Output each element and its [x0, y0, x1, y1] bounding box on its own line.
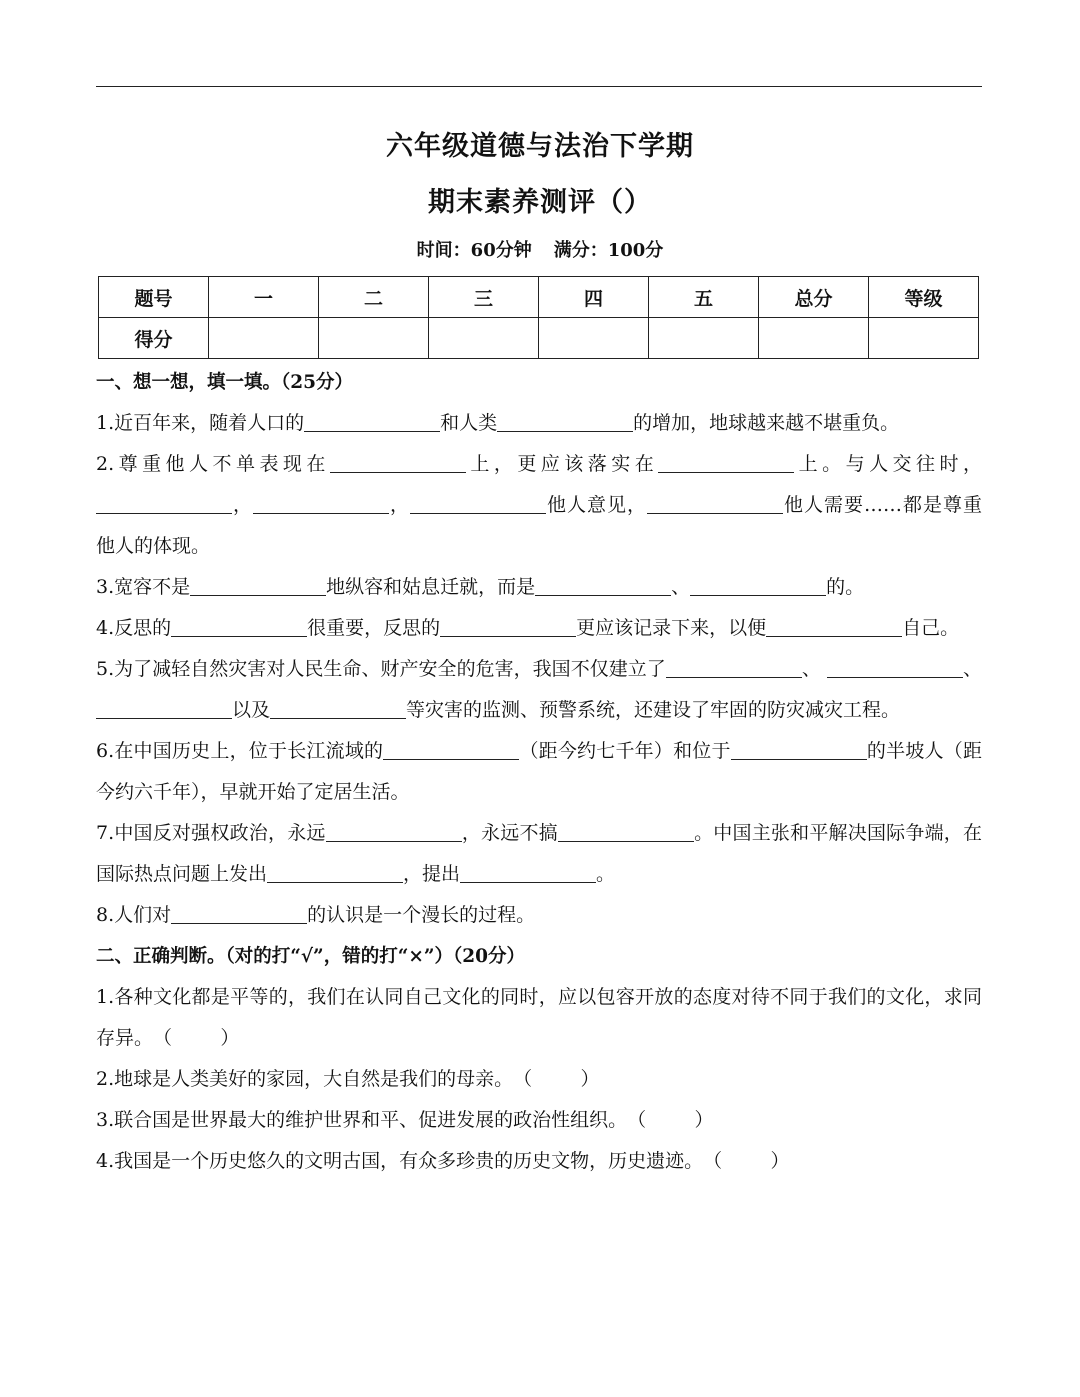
answer-blank[interactable]	[497, 412, 633, 432]
header-cell: 二	[319, 277, 429, 318]
question-1-6	[96, 731, 982, 813]
question-text: 、	[671, 576, 691, 598]
exam-title: 六年级道德与法治下学期	[386, 131, 694, 162]
question-text: 7.中国反对强权政治，永远	[96, 822, 326, 844]
answer-blank[interactable]	[666, 658, 802, 678]
time-limit: 时间：60分钟	[416, 240, 532, 261]
score-cell[interactable]	[869, 318, 979, 359]
question-text: 2.尊重他人不单表现在	[96, 453, 330, 475]
question-text: 3.联合国是世界最大的维护世界和平、促进发展的政治性组织。	[96, 1109, 628, 1131]
score-cell[interactable]	[759, 318, 869, 359]
answer-blank[interactable]	[330, 453, 466, 473]
answer-blank[interactable]	[658, 453, 794, 473]
answer-blank[interactable]	[304, 412, 440, 432]
answer-blank[interactable]	[326, 822, 462, 842]
answer-blank[interactable]	[440, 617, 576, 637]
header-cell: 一	[209, 277, 319, 318]
question-text: ，提出	[403, 863, 461, 885]
question-text: 和人类	[440, 412, 498, 434]
answer-blank[interactable]	[690, 576, 826, 596]
question-1-4	[96, 608, 982, 649]
answer-blank[interactable]	[171, 617, 307, 637]
question-text: 等灾害的监测、预警系统，还建设了牢固的防灾减灾工程。	[406, 699, 901, 721]
header-cell: 五	[649, 277, 759, 318]
question-text: 5.为了减轻自然灾害对人民生命、财产安全的危害，我国不仅建立了	[96, 658, 666, 680]
question-text: 的增加，地球越来越不堪重负。	[633, 412, 900, 434]
score-table-header-row	[99, 277, 979, 318]
top-rule	[96, 86, 982, 87]
answer-parentheses[interactable]: （ ）	[153, 1027, 240, 1049]
answer-blank[interactable]	[171, 904, 307, 924]
answer-blank[interactable]	[267, 863, 403, 883]
answer-parentheses[interactable]: （ ）	[513, 1068, 600, 1090]
question-text: 。	[596, 863, 616, 885]
answer-blank[interactable]	[558, 822, 694, 842]
answer-blank[interactable]	[410, 494, 546, 514]
question-1-1	[96, 403, 982, 444]
question-text: 很重要，反思的	[307, 617, 441, 639]
judgment-item-2	[96, 1059, 982, 1100]
question-text: （距今约七千年）和位于	[519, 740, 731, 762]
question-text: 2.地球是人类美好的家园，大自然是我们的母亲。	[96, 1068, 514, 1090]
section1-heading: 一、想一想，填一填。（25分）	[96, 372, 353, 393]
question-text: 他人意见，	[546, 494, 647, 516]
question-text: 自己。	[902, 617, 960, 639]
question-text: 4.反思的	[96, 617, 172, 639]
judgment-item-4	[96, 1141, 982, 1182]
answer-parentheses[interactable]: （ ）	[627, 1109, 714, 1131]
score-table-score-row	[99, 318, 979, 359]
exam-meta	[0, 236, 1080, 262]
answer-blank[interactable]	[535, 576, 671, 596]
header-cell: 总分	[759, 277, 869, 318]
judgment-item-1	[96, 977, 982, 1059]
question-1-8	[96, 895, 982, 936]
judgment-item-3	[96, 1100, 982, 1141]
question-text: 4.我国是一个历史悠久的文明古国，有众多珍贵的历史文物，历史遗迹。	[96, 1150, 704, 1172]
full-score: 满分：100分	[553, 240, 664, 261]
header-cell: 等级	[869, 277, 979, 318]
score-table	[98, 276, 979, 359]
question-1-3	[96, 567, 982, 608]
answer-blank[interactable]	[460, 863, 596, 883]
answer-blank[interactable]	[766, 617, 902, 637]
question-text: 的。	[826, 576, 865, 598]
question-text: ，永远不搞	[461, 822, 558, 844]
score-cell[interactable]	[429, 318, 539, 359]
question-text: 1.各种文化都是平等的，我们在认同自己文化的同时，应以包容开放的态度对待不同于我们的文化，求同存异。	[96, 986, 982, 1049]
question-text: 6.在中国历史上，位于长江流域的	[96, 740, 384, 762]
question-text: 更应该记录下来，以便	[576, 617, 767, 639]
question-text: 1.近百年来，随着人口的	[96, 412, 305, 434]
answer-blank[interactable]	[270, 699, 406, 719]
answer-blank[interactable]	[827, 658, 963, 678]
question-1-7	[96, 813, 982, 895]
question-text: 、	[801, 658, 821, 680]
answer-blank[interactable]	[383, 740, 519, 760]
question-text: 以及	[232, 699, 271, 721]
header-cell: 四	[539, 277, 649, 318]
question-text: 的半坡人（距今约六千年），早就开始了定居生活。	[96, 740, 982, 803]
answer-blank[interactable]	[96, 494, 232, 514]
question-text: 3.宽容不是	[96, 576, 191, 598]
exam-subtitle: 期末素养测评（）	[428, 187, 652, 218]
question-text: 、	[962, 658, 982, 680]
score-cell[interactable]	[539, 318, 649, 359]
section2-heading: 二、正确判断。（对的打“√”，错的打“×”）（20分）	[96, 946, 525, 967]
question-text: 他人需要……都是尊重他人的体现。	[96, 494, 982, 557]
question-text: 的认识是一个漫长的过程。	[307, 904, 536, 926]
answer-blank[interactable]	[96, 699, 232, 719]
question-1-5	[96, 649, 982, 731]
question-text: 上。与人交往时，	[794, 453, 982, 475]
answer-blank[interactable]	[731, 740, 867, 760]
score-cell[interactable]	[209, 318, 319, 359]
answer-blank[interactable]	[647, 494, 783, 514]
question-text: 上，更应该落实在	[465, 453, 659, 475]
question-text: 地纵容和姑息迁就，而是	[326, 576, 536, 598]
exam-content	[96, 362, 982, 1182]
question-text: ，	[232, 494, 253, 516]
answer-parentheses[interactable]: （ ）	[703, 1150, 790, 1172]
score-cell[interactable]	[649, 318, 759, 359]
header-cell: 题号	[99, 277, 209, 318]
header-cell: 三	[429, 277, 539, 318]
question-text: ，	[389, 494, 410, 516]
answer-blank[interactable]	[190, 576, 326, 596]
question-1-2	[96, 444, 982, 567]
score-cell[interactable]	[319, 318, 429, 359]
question-text: 。中国主张和平解决国际争端，在国际热点问题上发出	[96, 822, 982, 885]
question-text: 8.人们对	[96, 904, 172, 926]
answer-blank[interactable]	[253, 494, 389, 514]
row-label: 得分	[99, 318, 209, 359]
